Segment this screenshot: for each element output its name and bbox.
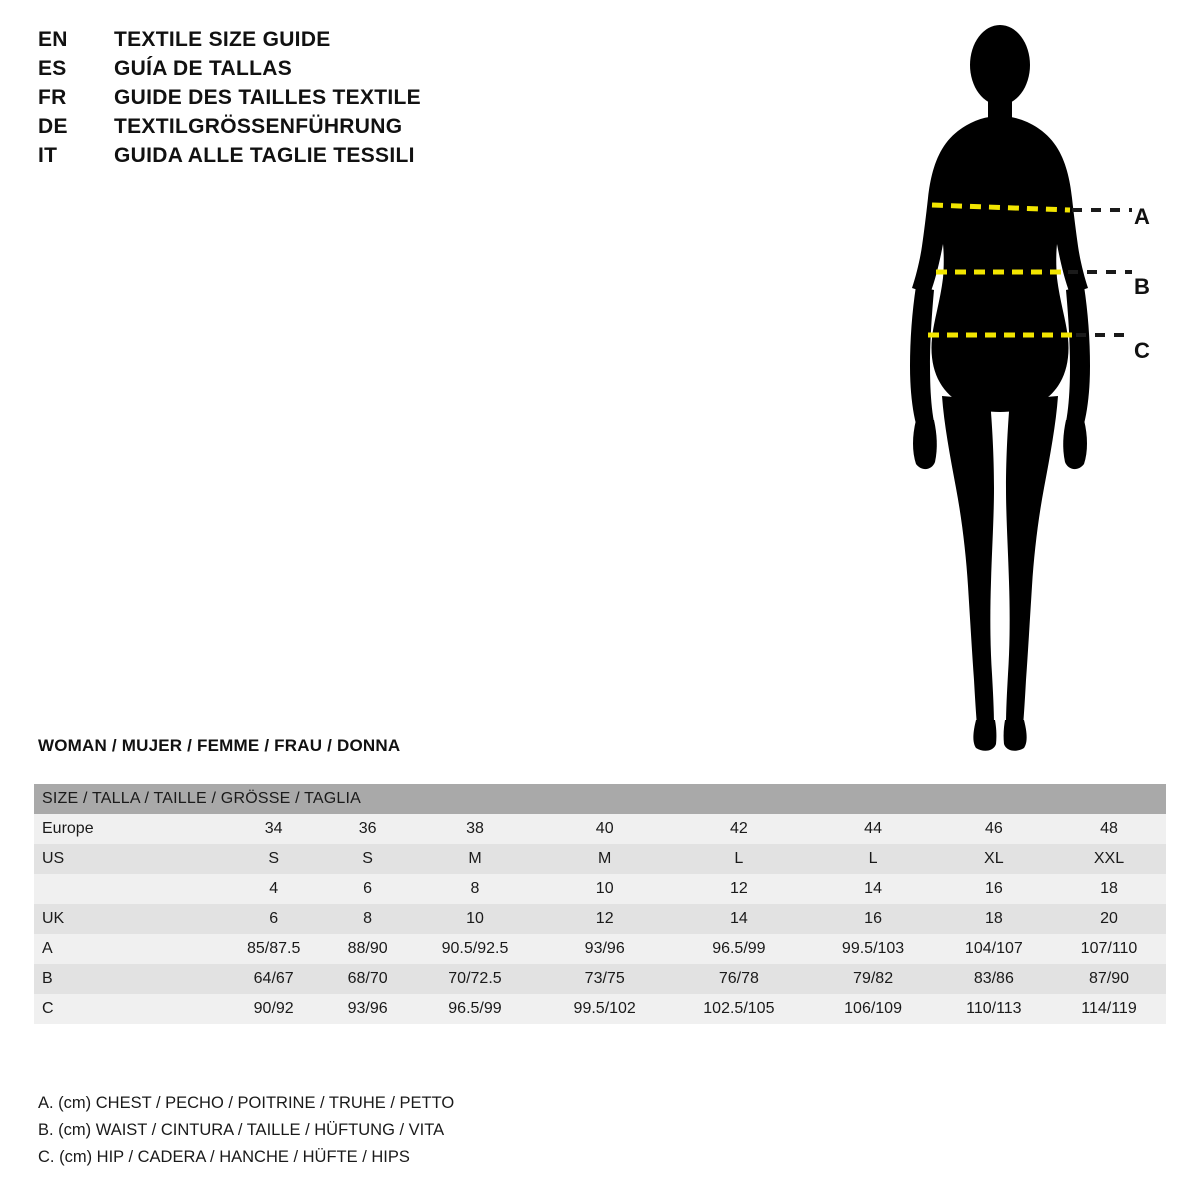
table-cell: S: [362, 850, 373, 867]
table-cell: S: [268, 850, 280, 867]
table-row: [34, 994, 1166, 1024]
table-cell: 70/72.5: [448, 970, 502, 987]
table-cell: 96.5/99: [448, 1000, 502, 1017]
row-label: C: [42, 1000, 54, 1017]
row-label: A: [42, 940, 53, 957]
title-row: [38, 86, 598, 115]
row-label: US: [42, 850, 65, 867]
table-header-row: [34, 784, 1166, 814]
table-cell: 99.5/103: [841, 940, 905, 957]
title-language-code: IT: [38, 144, 58, 167]
table-cell: 99.5/102: [573, 1000, 636, 1017]
table-cell: 87/90: [1088, 970, 1130, 987]
title-row: [38, 57, 598, 86]
legend-item-hip: C. (cm) HIP / CADERA / HANCHE / HÜFTE / HIPS: [38, 1148, 410, 1166]
title-language-code: EN: [38, 28, 68, 51]
table-cell: M: [598, 850, 612, 867]
table-row: [34, 874, 1166, 904]
row-label: [34, 874, 220, 904]
marker-label-b: B: [1134, 274, 1150, 299]
title-row: [38, 144, 598, 173]
table-cell: 114/119: [1081, 1000, 1137, 1017]
table-cell: 12: [595, 910, 614, 927]
title-language-code: FR: [38, 86, 67, 109]
row-label: UK: [42, 910, 65, 927]
table-cell: 16: [984, 880, 1003, 897]
title-text: TEXTILE SIZE GUIDE: [114, 28, 331, 51]
table-cell: 88/90: [347, 940, 388, 957]
table-cell: M: [468, 850, 482, 867]
table-cell: 14: [864, 880, 882, 897]
table-cell: 16: [864, 910, 882, 927]
title-language-code: DE: [38, 115, 68, 138]
table-cell: 20: [1100, 910, 1118, 927]
table-cell: 18: [1100, 880, 1118, 897]
table-cell: XXL: [1093, 850, 1125, 867]
table-cell: 12: [729, 880, 748, 897]
measurement-marker-labels: [1125, 20, 1185, 760]
table-cell: 93/96: [584, 940, 625, 957]
table-cell: 34: [264, 820, 283, 837]
table-cell: 42: [729, 820, 748, 837]
table-cell: 64/67: [253, 970, 294, 987]
table-row: [34, 844, 1166, 874]
table-cell: 8: [470, 880, 480, 897]
table-cell: 6: [269, 910, 279, 927]
table-cell: 4: [269, 880, 279, 897]
table-cell: 10: [595, 880, 614, 897]
table-cell: 73/75: [584, 970, 625, 987]
marker-label-c: C: [1134, 338, 1150, 363]
title-row: [38, 28, 598, 57]
legend-item-waist: B. (cm) WAIST / CINTURA / TAILLE / HÜFTUNG / VITA: [38, 1121, 445, 1139]
table-row: [34, 814, 1166, 844]
table-cell: XL: [984, 850, 1004, 867]
table-cell: 6: [363, 880, 373, 897]
table-row: [34, 964, 1166, 994]
table-cell: L: [868, 850, 878, 867]
measurement-legend: [38, 1090, 938, 1171]
title-text: GUÍA DE TALLAS: [114, 57, 293, 80]
title-text: GUIDA ALLE TAGLIE TESSILI: [114, 144, 415, 167]
table-cell: 46: [984, 820, 1003, 837]
table-cell: 110/113: [966, 1000, 1022, 1017]
table-cell: 83/86: [973, 970, 1014, 987]
table-cell: 96.5/99: [712, 940, 766, 957]
table-cell: 90.5/92.5: [441, 940, 509, 957]
table-cell: 90/92: [253, 1000, 294, 1017]
table-cell: 44: [864, 820, 882, 837]
table-cell: 68/70: [347, 970, 388, 987]
title-text: GUIDE DES TAILLES TEXTILE: [114, 86, 421, 109]
table-row: [34, 904, 1166, 934]
title-language-code: ES: [38, 57, 67, 80]
table-header-label: SIZE / TALLA / TAILLE / GRÖSSE / TAGLIA: [42, 790, 362, 807]
table-cell: 38: [466, 820, 484, 837]
table-cell: 10: [466, 910, 484, 927]
row-label: Europe: [42, 820, 94, 837]
legend-item-chest: A. (cm) CHEST / PECHO / POITRINE / TRUHE / PETTO: [38, 1094, 455, 1112]
title-row: [38, 115, 598, 144]
table-cell: 104/107: [964, 940, 1023, 957]
table-cell: 36: [358, 820, 377, 837]
table-cell: 14: [729, 910, 748, 927]
table-cell: 18: [984, 910, 1003, 927]
table-cell: 93/96: [347, 1000, 388, 1017]
table-cell: 85/87.5: [246, 940, 301, 957]
row-label: B: [42, 970, 53, 987]
section-heading-woman: WOMAN / MUJER / FEMME / FRAU / DONNA: [38, 736, 401, 755]
table-cell: 40: [595, 820, 614, 837]
table-cell: 8: [363, 910, 373, 927]
marker-label-a: A: [1134, 204, 1150, 229]
title-block: [38, 28, 598, 173]
table-row: [34, 934, 1166, 964]
table-cell: 107/110: [1080, 940, 1138, 957]
table-cell: L: [734, 850, 744, 867]
table-cell: 76/78: [718, 970, 759, 987]
table-cell: 48: [1100, 820, 1118, 837]
table-cell: 102.5/105: [703, 1000, 775, 1017]
size-chart-table: [34, 784, 1166, 1024]
title-text: TEXTILGRÖSSENFÜHRUNG: [114, 115, 403, 138]
table-cell: 79/82: [853, 970, 894, 987]
table-cell: 106/109: [844, 1000, 902, 1017]
